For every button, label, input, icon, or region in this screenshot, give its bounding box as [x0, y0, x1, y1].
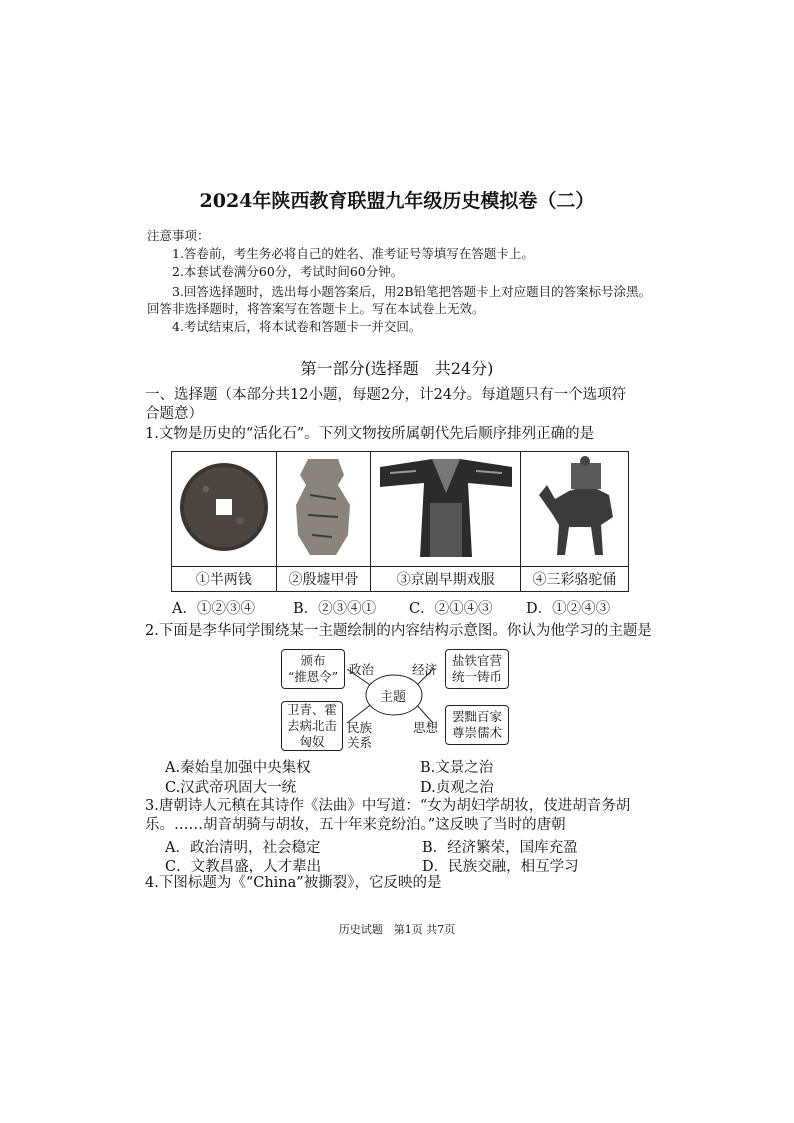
- q1-relic-table: [171, 451, 629, 592]
- q1-option-b: B．②③④①: [293, 601, 377, 617]
- q2-option-b: B.文景之治: [420, 760, 494, 776]
- q1-option-c: C．②①④③: [409, 601, 493, 617]
- note-item: 1.答卷前，考生务必将自己的姓名、准考证号等填写在答题卡上。: [172, 246, 534, 261]
- box-line: 盐铁官营: [451, 653, 502, 668]
- q3-stem-line1: 3.唐朝诗人元稹在其诗作《法曲》中写道：“女为胡妇学胡妆，伎进胡音务胡: [145, 798, 631, 814]
- oracle-bone-image: [276, 452, 371, 567]
- page-footer: 历史试题 第1页 共7页: [338, 923, 456, 936]
- diagram-box-economy: [445, 649, 509, 689]
- note-item: 3.回答选择题时，选出每小题答案后，用2B铅笔把答题卡上对应题目的答案标号涂黑。: [172, 284, 652, 299]
- box-line: “推恩令”: [287, 669, 339, 684]
- box-line: 去病北击: [286, 718, 337, 733]
- opera-costume-icon: [376, 453, 516, 561]
- section1-instructions-cont: 合题意）: [145, 406, 203, 422]
- box-line: 颁布: [300, 653, 326, 668]
- tricolor-camel-icon: [529, 455, 619, 559]
- diagram-box-politics: [281, 649, 345, 689]
- relic-caption-2: ②殷墟甲骨: [276, 567, 371, 592]
- oracle-bone-icon: [288, 455, 358, 559]
- box-line: 卫青、霍: [286, 702, 337, 717]
- diagram-center-label: 主题: [380, 690, 407, 705]
- label-thought: 思想: [413, 720, 439, 735]
- q3-option-c: C．文教昌盛，人才辈出: [165, 859, 322, 875]
- q3-stem-line2: 乐。……胡音胡骑与胡妆，五十年来竞纷泊。”这反映了当时的唐朝: [145, 817, 566, 833]
- note-item: 2.本套试卷满分60分，考试时间60分钟。: [172, 264, 404, 279]
- camel-figurine-image: [520, 452, 628, 567]
- q3-option-b: B．经济繁荣，国库充盈: [422, 840, 578, 856]
- diagram-box-ethnic: [281, 701, 343, 751]
- relic-caption-3: ③京剧早期戏服: [371, 567, 521, 592]
- box-line: 统一铸币: [451, 669, 502, 684]
- coin-image: [172, 452, 277, 567]
- ban-liang-coin-icon: [176, 459, 272, 555]
- box-line: 尊崇儒术: [451, 725, 502, 740]
- label-politics: 政治: [349, 662, 375, 677]
- q2-option-a: A.秦始皇加强中央集权: [165, 760, 311, 776]
- box-line: 罢黜百家: [451, 709, 502, 724]
- page-title: 2024年陕西教育联盟九年级历史模拟卷（二）: [199, 190, 595, 212]
- q2-stem: 2.下面是李华同学围绕某一主题绘制的内容结构示意图。你认为他学习的主题是: [145, 623, 652, 639]
- opera-costume-image: [371, 452, 521, 567]
- q4-stem: 4.下图标题为《“China”被撕裂》，它反映的是: [145, 875, 442, 891]
- label-economy: 经济: [412, 662, 438, 677]
- label-ethnic-2: 关系: [347, 735, 373, 750]
- relic-caption-1: ①半两钱: [172, 567, 277, 592]
- section1-instructions: 一、选择题（本部分共12小题，每题2分，计24分。每道题只有一个选项符: [145, 387, 627, 403]
- note-item: 回答非选择题时，将答案写在答题卡上。写在本试卷上无效。: [147, 301, 485, 316]
- relic-caption-4: ④三彩骆驼俑: [520, 567, 628, 592]
- note-item: 4.考试结束后，将本试卷和答题卡一并交回。: [172, 319, 422, 334]
- box-line: 匈奴: [299, 734, 325, 749]
- q3-option-d: D．民族交融，相互学习: [422, 859, 579, 875]
- q1-option-a: A．①②③④: [172, 601, 255, 617]
- q1-option-d: D．①②④③: [526, 601, 611, 617]
- q2-option-c: C.汉武帝巩固大一统: [165, 780, 297, 796]
- q3-option-a: A．政治清明，社会稳定: [165, 840, 321, 856]
- notes-heading: 注意事项：: [147, 228, 210, 243]
- part1-title: 第一部分(选择题 共24分): [300, 359, 494, 378]
- q2-option-d: D.贞观之治: [420, 780, 494, 796]
- diagram-box-thought: [445, 705, 509, 745]
- label-ethnic-1: 民族: [347, 720, 373, 735]
- q1-stem: 1.文物是历史的“活化石”。下列文物按所属朝代先后顺序排列正确的是: [145, 426, 595, 442]
